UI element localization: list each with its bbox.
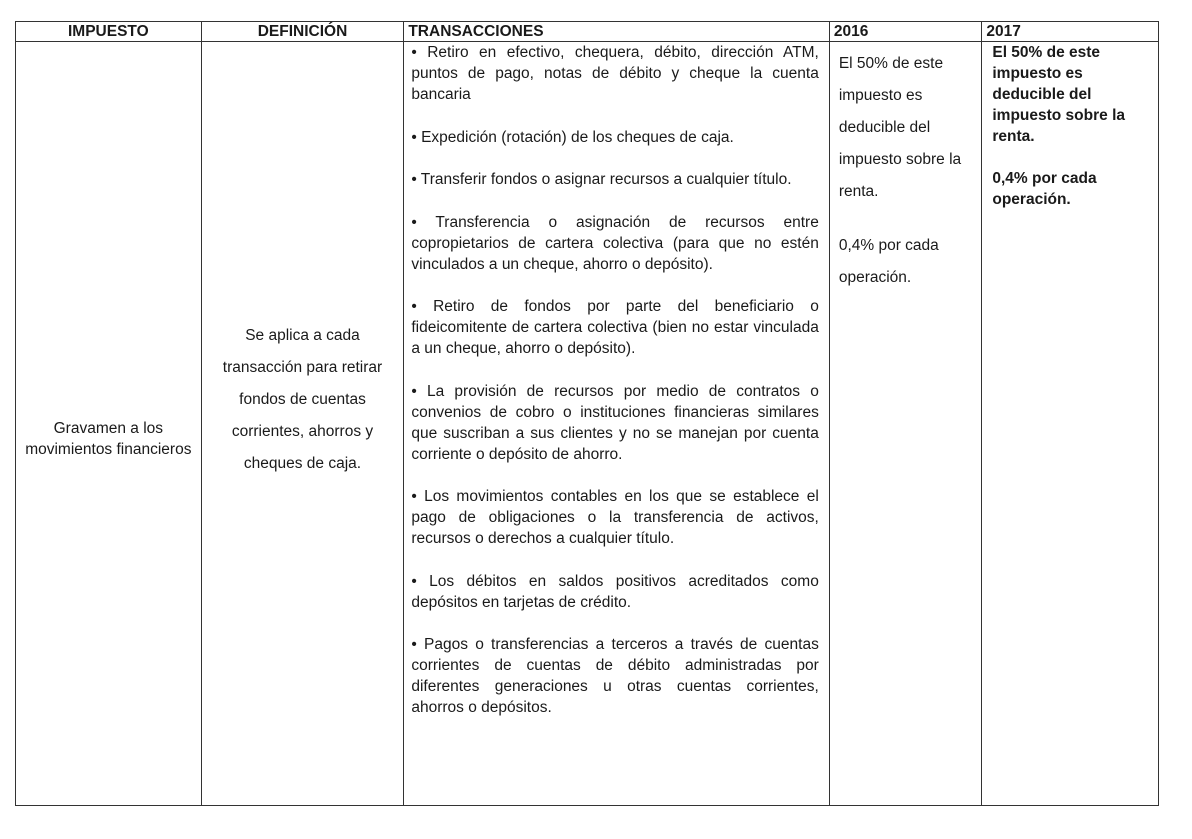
definicion-text: Se aplica a cada transacción para retirar fondos de cuentas corrientes, ahorros y cheques de caja. [222, 326, 383, 472]
tax-table [15, 21, 1159, 806]
y2017-deduction-text: El 50% de este impuesto es deducible del impuesto sobre la renta. [992, 44, 1126, 145]
header-row [16, 22, 1159, 42]
header-transacciones: TRANSACCIONES [404, 22, 829, 42]
transaction-item: • Retiro de fondos por parte del beneficiario o fideicomitente de cartera colectiva (bien no estar vinculada a un cheque, ahorro o depósito). [411, 298, 819, 357]
y2017-rate-text: 0,4% por cada operación. [992, 170, 1097, 208]
transaction-item: • Transferencia o asignación de recursos entre copropietarios de cartera colectiva (para que no estén vinculados a un cheque, ahorro o depósito). [411, 213, 819, 273]
header-impuesto: IMPUESTO [16, 22, 202, 42]
table-row [16, 42, 1159, 806]
definicion-cell [201, 42, 404, 806]
transacciones-cell [404, 42, 829, 806]
transaction-item: • Expedición (rotación) de los cheques de caja. [411, 128, 734, 146]
header-definicion: DEFINICIÓN [201, 22, 404, 42]
y2016-rate-text: 0,4% por cada operación. [838, 237, 939, 286]
impuesto-cell [16, 42, 202, 806]
transaction-item: • Transferir fondos o asignar recursos a cualquier título. [411, 171, 792, 188]
transaction-item: • Retiro en efectivo, chequera, débito, dirección ATM, puntos de pago, notas de débito y cheque la cuenta bancaria [411, 44, 819, 103]
y2016-deduction-text: El 50% de este impuesto es deducible del impuesto sobre la renta. [838, 55, 962, 200]
transaction-item: • Pagos o transferencias a terceros a través de cuentas corrientes de cuentas de débito administradas por diferentes generaciones u otras cuentas corrientes, ahorros o depósitos. [411, 636, 819, 716]
y2016-cell [829, 42, 982, 806]
header-2016: 2016 [829, 22, 982, 42]
header-2017: 2017 [982, 22, 1159, 42]
impuesto-text: Gravamen a los movimientos financieros [25, 419, 192, 458]
transaction-item: • La provisión de recursos por medio de contratos o convenios de cobro o instituciones financieras similares que suscriban a sus clientes y no se manejan por cuenta corriente o depósito de ahorro. [411, 382, 819, 463]
y2017-cell [982, 42, 1159, 806]
transaction-item: • Los débitos en saldos positivos acreditados como depósitos en tarjetas de crédito. [411, 572, 819, 611]
transaction-item: • Los movimientos contables en los que se establece el pago de obligaciones o la transferencia de activos, recursos o derechos a cualquier título. [411, 488, 819, 547]
